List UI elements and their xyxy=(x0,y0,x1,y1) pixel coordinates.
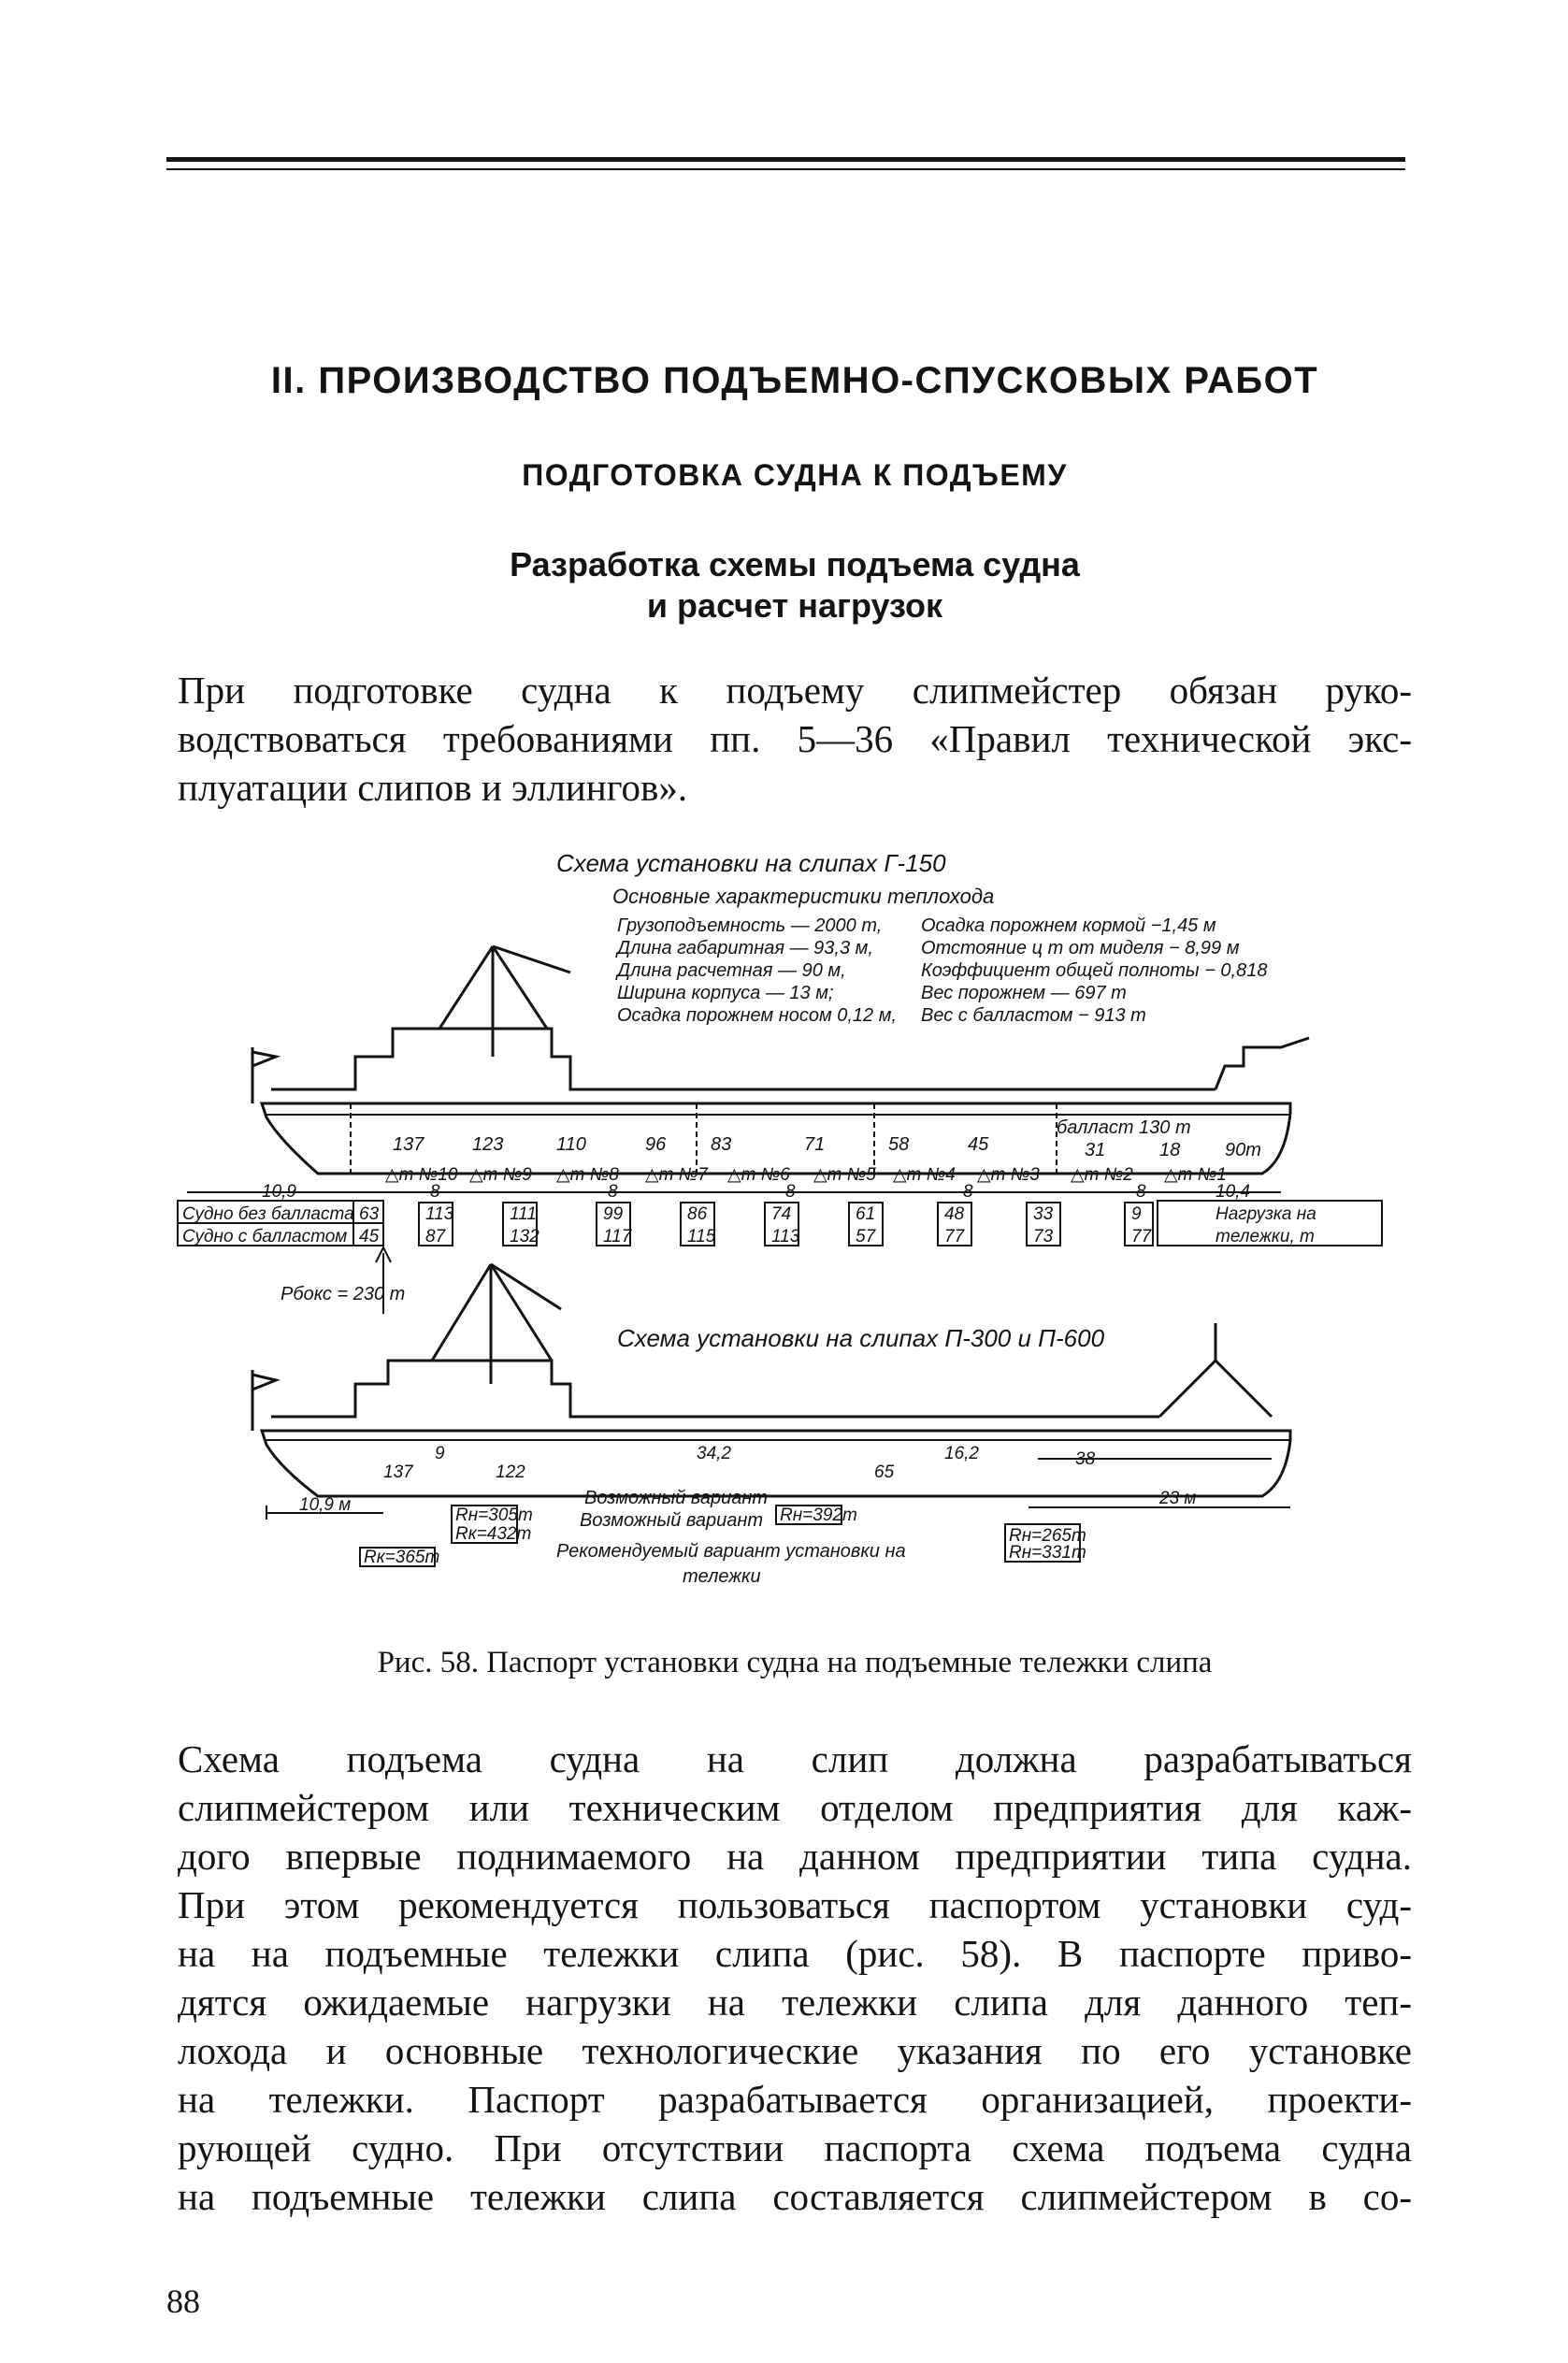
bottom-ship-superstructure xyxy=(271,1361,1159,1417)
bottom-ship-flag xyxy=(252,1370,276,1431)
variant-3-line-1: Рекомендуемый вариант установки на xyxy=(556,1541,906,1562)
row2-value: 77 xyxy=(944,1227,965,1246)
top-load: 137 xyxy=(393,1134,424,1155)
r-value: Rк=365т xyxy=(364,1548,440,1567)
bottom-dim: 16,2 xyxy=(944,1444,979,1463)
cart-label: △m №10 xyxy=(385,1165,458,1185)
characteristics-left xyxy=(615,915,897,1026)
body-line: дого впервые поднимаемого на данном предприятии типа судна. xyxy=(178,1835,1412,1878)
load-note-2: тележки, т xyxy=(1216,1227,1315,1246)
characteristics-title: Основные характеристики теплохода xyxy=(612,885,995,908)
top-load: 45 xyxy=(968,1134,989,1155)
cart-label: △m №6 xyxy=(727,1165,790,1185)
char-left: Длина габаритная — 93,3 м, xyxy=(617,938,873,958)
row1-value: 74 xyxy=(771,1204,792,1224)
variant-1: Возможный вариант xyxy=(584,1488,769,1508)
row2-value: 113 xyxy=(771,1227,800,1246)
intro-line: водствоваться требованиями пп. 5—36 «Правил технической экс- xyxy=(178,717,1412,760)
r-value: Rн=392т xyxy=(780,1506,857,1525)
r-value: Rк=432т xyxy=(455,1524,532,1544)
cart-label: △m №3 xyxy=(977,1165,1040,1185)
subsection-line-2: и расчет нагрузок xyxy=(646,586,943,625)
bottom-dim: 23 м xyxy=(1159,1489,1197,1508)
cart-label: △m №8 xyxy=(556,1165,619,1185)
intro-line: плуатации слипов и эллингов». xyxy=(178,766,688,809)
row1-value: 86 xyxy=(687,1204,708,1224)
row2-label: Судно с балластом xyxy=(182,1227,348,1246)
top-ship-flag xyxy=(252,1047,276,1103)
bottom-dim: 137 xyxy=(383,1462,413,1482)
body-line: дятся ожидаемые нагрузки на тележки слипа для данного теп- xyxy=(178,1981,1412,2024)
char-right: Вес с балластом − 913 т xyxy=(921,1005,1146,1026)
figure-caption: Рис. 58. Паспорт установки судна на подъемные тележки слипа xyxy=(377,1646,1213,1679)
body-line: на тележки. Паспорт разрабатывается организацией, проекти- xyxy=(178,2078,1412,2121)
top-load: 123 xyxy=(472,1134,504,1155)
cart-label: △m №1 xyxy=(1164,1165,1227,1185)
row1-value: 99 xyxy=(603,1204,624,1224)
cart-label: △m №5 xyxy=(813,1165,876,1185)
body-line: на на подъемные тележки слипа (рис. 58). В паспорте приво- xyxy=(178,1932,1412,1975)
cart-label: △m №4 xyxy=(893,1165,956,1185)
char-right: Осадка порожнем кормой −1,45 м xyxy=(921,915,1216,936)
bottom-figure-title: Схема установки на слипах П-300 и П-600 xyxy=(617,1324,1105,1352)
ballast-value: 90т xyxy=(1225,1140,1261,1160)
char-right: Коэффициент общей полноты − 0,818 xyxy=(921,960,1268,981)
top-load: 83 xyxy=(711,1134,732,1155)
bottom-ship-bow-structure xyxy=(1159,1323,1272,1417)
ballast-label: балласт 130 т xyxy=(1057,1117,1191,1138)
top-load: 58 xyxy=(888,1134,910,1155)
row1-values xyxy=(359,1204,1142,1224)
top-load: 71 xyxy=(804,1134,826,1155)
top-figure-title: Схема установки на слипах Г-150 xyxy=(556,849,946,877)
char-left: Длина расчетная — 90 м, xyxy=(617,960,846,981)
dim-spacing: 8 xyxy=(608,1182,618,1202)
section-heading: ПОДГОТОВКА СУДНА К ПОДЪЕМУ xyxy=(522,458,1068,492)
char-left: Ширина корпуса — 13 м; xyxy=(617,983,834,1003)
dim-spacing: 8 xyxy=(1136,1182,1146,1202)
dim-spacing: 8 xyxy=(963,1182,973,1202)
ballast-value: 18 xyxy=(1159,1140,1181,1160)
bottom-dim: 38 xyxy=(1075,1449,1096,1469)
row1-label: Судно без балласта xyxy=(182,1204,354,1224)
bottom-dim: 122 xyxy=(496,1462,525,1482)
body-line: Схема подъема судна на слип должна разрабатываться xyxy=(178,1737,1412,1780)
characteristics-right xyxy=(921,915,1267,1026)
top-ship-superstructure xyxy=(271,1029,1216,1089)
load-note-1: Нагрузка на xyxy=(1216,1204,1316,1224)
variant-2: Возможный вариант xyxy=(580,1510,764,1531)
page-number: 88 xyxy=(166,2283,200,2320)
intro-line: При подготовке судна к подъему слипмейстер обязан руко- xyxy=(178,669,1412,712)
body-paragraph xyxy=(178,1735,1412,2221)
row2-value: 115 xyxy=(687,1227,716,1246)
dim-first: 10,9 xyxy=(262,1182,296,1202)
dim-spacing: 8 xyxy=(430,1182,440,1202)
dim-last: 10,4 xyxy=(1216,1182,1250,1202)
bottom-dim: 65 xyxy=(874,1462,895,1482)
bottom-dim: 10,9 м xyxy=(299,1495,352,1515)
row1-value: 63 xyxy=(359,1204,380,1224)
row2-value: 45 xyxy=(359,1227,380,1246)
body-line: слипмейстером или техническим отделом предприятия для каж- xyxy=(178,1786,1412,1829)
r-value: Rн=331т xyxy=(1009,1543,1086,1563)
row2-value: 87 xyxy=(425,1227,446,1246)
char-right: Вес порожнем — 697 т xyxy=(921,983,1127,1003)
char-left: Осадка порожнем носом 0,12 м, xyxy=(617,1005,897,1026)
row2-value: 57 xyxy=(856,1227,876,1246)
char-left: Грузоподъемность — 2000 т, xyxy=(617,915,883,936)
p-boks-label: Pбокс = 230 т xyxy=(281,1284,406,1304)
row2-values xyxy=(359,1227,1153,1246)
row1-value: 9 xyxy=(1131,1204,1142,1224)
body-line: на подъемные тележки слипа составляется слипмейстером в со- xyxy=(178,2175,1412,2218)
cart-label: △m №7 xyxy=(645,1165,708,1185)
row2-value: 132 xyxy=(510,1227,539,1246)
bottom-dim: 9 xyxy=(435,1444,445,1463)
variant-3-line-2: тележки xyxy=(683,1566,761,1587)
ballast-value: 31 xyxy=(1085,1140,1106,1160)
chapter-heading: II. ПРОИЗВОДСТВО ПОДЪЕМНО-СПУСКОВЫХ РАБОТ xyxy=(270,360,1319,401)
dim-spacing: 8 xyxy=(785,1182,796,1202)
bottom-ship-mast xyxy=(432,1264,561,1384)
body-line: лохода и основные технологические указания по его установке xyxy=(178,2029,1412,2072)
top-ship-bow-rise xyxy=(1216,1038,1309,1089)
bottom-dim: 34,2 xyxy=(697,1444,731,1463)
row1-value: 111 xyxy=(510,1204,537,1224)
top-loads xyxy=(393,1134,989,1155)
row2-value: 117 xyxy=(603,1227,632,1246)
cart-label: △m №2 xyxy=(1071,1165,1133,1185)
row1-value: 48 xyxy=(944,1204,965,1224)
top-load: 96 xyxy=(645,1134,667,1155)
row1-value: 61 xyxy=(856,1204,876,1224)
r-value: Rн=305т xyxy=(455,1506,533,1525)
row1-value: 33 xyxy=(1033,1204,1054,1224)
body-line: рующей судно. При отсутствии паспорта схема подъема судна xyxy=(178,2126,1412,2169)
row1-value: 113 xyxy=(425,1204,454,1224)
r-value: Rн=265т xyxy=(1009,1526,1086,1546)
subsection-line-1: Разработка схемы подъема судна xyxy=(510,545,1080,584)
row2-value: 73 xyxy=(1033,1227,1054,1246)
char-right: Отстояние ц т от миделя − 8,99 м xyxy=(921,938,1240,958)
row2-value: 77 xyxy=(1131,1227,1152,1246)
body-line: При этом рекомендуется пользоваться паспортом установки суд- xyxy=(178,1883,1412,1926)
cart-label: △m №9 xyxy=(469,1165,532,1185)
top-load: 110 xyxy=(556,1134,586,1155)
